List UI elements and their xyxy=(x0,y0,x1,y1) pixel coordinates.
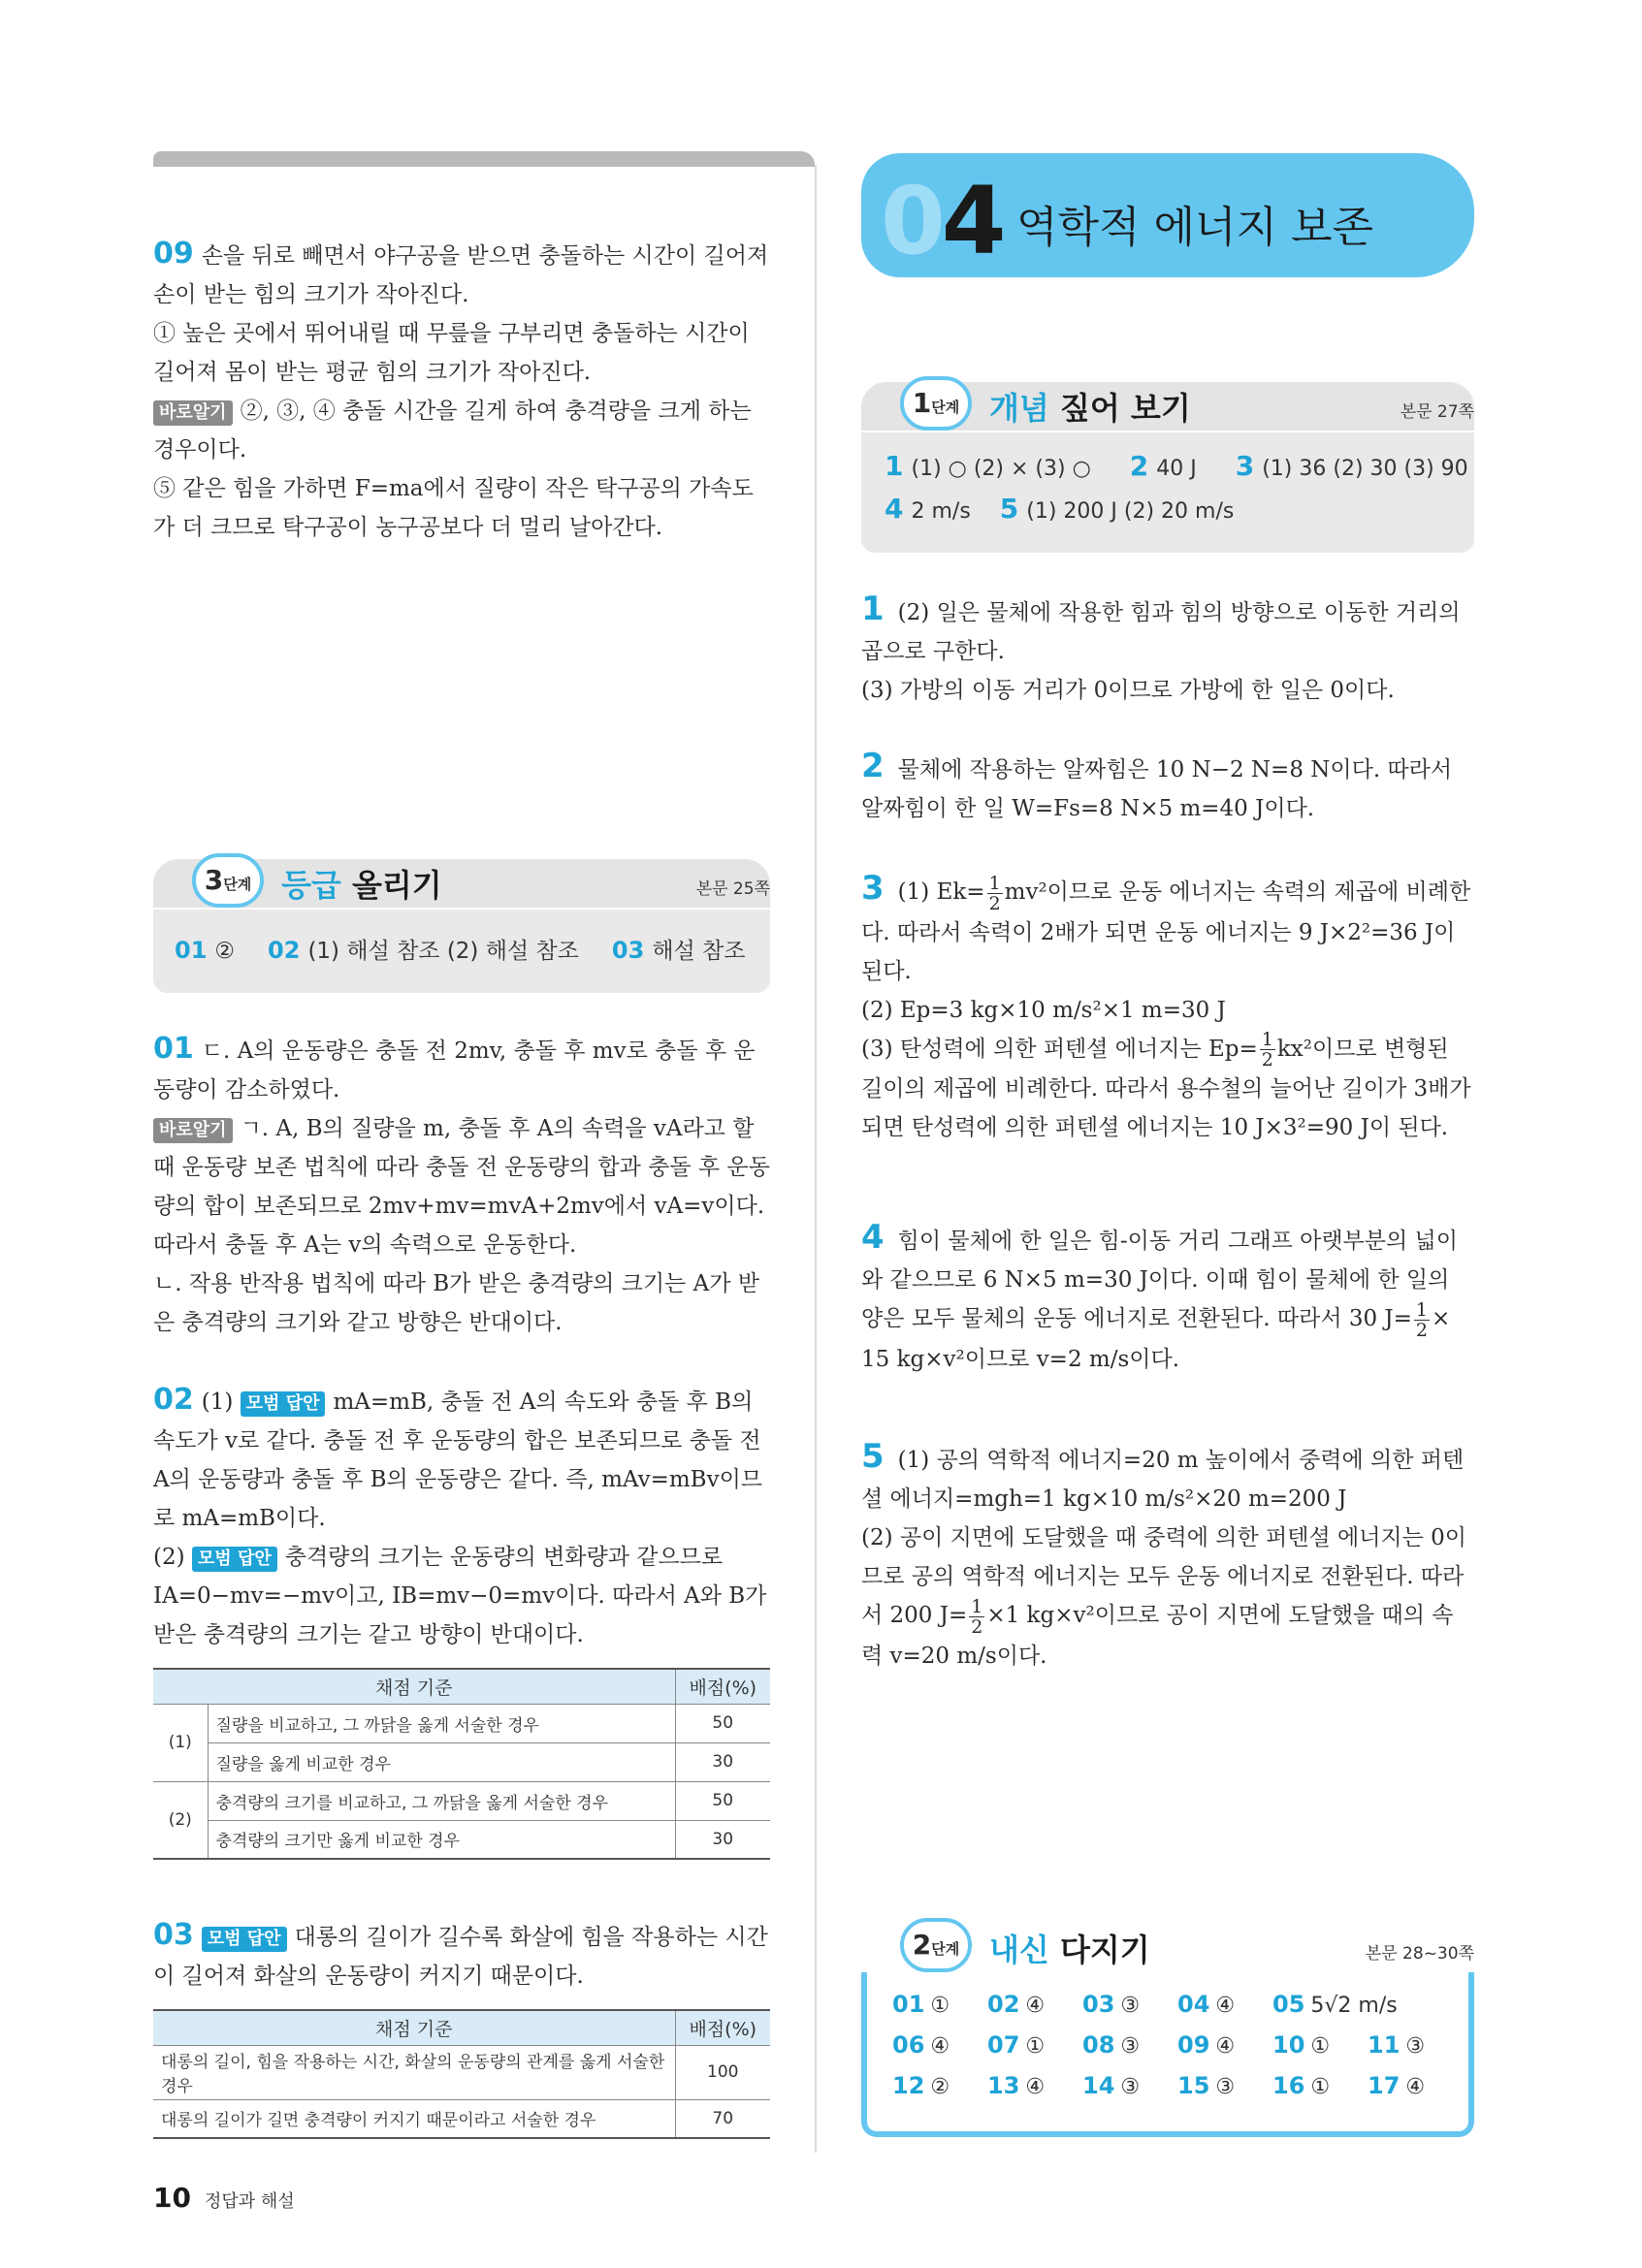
step1-title-bold: 개념 xyxy=(989,390,1049,427)
step1-answer-box xyxy=(861,432,1474,553)
e4-text1a: 힘이 물체에 한 일은 힘-이동 거리 그래프 아랫부분의 넓이와 같으므로 6 N×5 m=30 J이다. 이때 힘이 물체에 한 일의 양은 모두 물체의 운동 에너지로 전환된다. 따라서 30 J= xyxy=(861,1229,1458,1331)
frac-denominator: 2 xyxy=(971,1615,983,1638)
step2-badge-unit: 단계 xyxy=(931,1940,960,1958)
step1-title-rest: 짚어 보기 xyxy=(1048,390,1191,427)
q09-block xyxy=(153,235,770,547)
step3-answer-item xyxy=(612,939,746,964)
e3-para2: (2) Ep=3 kg×10 m/s²×1 m=30 J xyxy=(861,997,1226,1023)
table1-row-text: 질량을 옳게 비교한 경우 xyxy=(208,1742,675,1781)
frac-numerator: 1 xyxy=(1415,1298,1429,1321)
step3-title xyxy=(281,861,442,906)
step2-answer-item xyxy=(1177,2065,1272,2109)
e3-text1a: (1) Ek= xyxy=(897,879,985,905)
q02-para2 xyxy=(153,1538,770,1654)
step2-answer-value: ③ xyxy=(1405,2034,1426,2059)
step1-badge-unit: 단계 xyxy=(931,399,960,416)
q02-part2-label: (2) xyxy=(153,1545,185,1570)
step2-title-rest: 다지기 xyxy=(1048,1932,1150,1968)
step1-answer-item xyxy=(1129,450,1197,482)
step1-answer-item-text: (1) ○ (2) × (3) ○ xyxy=(911,457,1091,481)
step3-answer-item-text: (1) 해설 참조 (2) 해설 참조 xyxy=(307,939,579,964)
step2-badge xyxy=(900,1918,972,1972)
step2-answer-value: ② xyxy=(930,2075,950,2099)
step2-answer-item xyxy=(1082,1984,1177,2028)
q01-text1: ㄷ. A의 운동량은 충돌 전 2mv, 충돌 후 mv로 충돌 후 운동량이 감소하였다. xyxy=(153,1038,756,1102)
step1-answer-item-number: 3 xyxy=(1235,450,1255,482)
step2-answer-grid xyxy=(892,1984,1463,2106)
table1-group-1: (1) xyxy=(153,1704,208,1781)
step2-answer-number: 14 xyxy=(1082,2072,1115,2099)
frac-denominator: 2 xyxy=(988,892,1001,914)
step2-answer-value: ③ xyxy=(1120,1994,1141,2018)
step1-title xyxy=(989,384,1191,429)
e1-para1 xyxy=(861,590,1474,671)
q01-correction-tag: 바로알기 xyxy=(153,1118,233,1143)
scoring-table-q02 xyxy=(153,1668,770,1860)
step2-answer-item xyxy=(892,1984,987,2028)
e3-block xyxy=(861,869,1474,1147)
step2-answer-value: ③ xyxy=(1120,2075,1141,2099)
q02-block xyxy=(153,1381,770,1654)
step2-answer-number: 17 xyxy=(1368,2072,1401,2099)
step3-answer-item-text: 해설 참조 xyxy=(652,939,746,964)
step1-badge xyxy=(900,376,972,431)
q02-model-answer-tag-1: 모범 답안 xyxy=(241,1391,326,1417)
q09-para3 xyxy=(153,392,770,469)
q03-para1 xyxy=(153,1916,770,1996)
step2-answer-item xyxy=(987,1984,1082,2028)
q09-correction-tag: 바로알기 xyxy=(153,400,233,426)
frac-denominator: 2 xyxy=(1261,1049,1273,1070)
step2-answer-number: 13 xyxy=(987,2072,1020,2099)
step2-ref: 본문 28~30쪽 xyxy=(1365,1944,1474,1964)
chapter-number xyxy=(881,167,1003,275)
step3-title-rest: 올리기 xyxy=(340,867,442,904)
step2-answer-number: 15 xyxy=(1177,2072,1210,2099)
step2-answer-value: ④ xyxy=(1025,1994,1046,2018)
step2-title-bold: 내신 xyxy=(989,1932,1049,1968)
q09-para1 xyxy=(153,235,770,314)
q03-text1: 대롱의 길이가 길수록 화살에 힘을 작용하는 시간이 길어져 화살의 운동량이 커지기 때문이다. xyxy=(153,1925,768,1989)
q09-number: 09 xyxy=(153,237,194,271)
step2-answer-box xyxy=(861,1972,1474,2137)
step2-answer-value: ④ xyxy=(1215,2034,1236,2059)
q09-text1: 손을 뒤로 빼면서 야구공을 받으면 충돌하는 시간이 길어져 손이 받는 힘의 크기가 작아진다. xyxy=(153,243,769,307)
q02-number: 02 xyxy=(153,1383,194,1417)
step1-ref: 본문 27쪽 xyxy=(1400,402,1474,422)
frac-numerator: 1 xyxy=(971,1595,983,1617)
e3-para3 xyxy=(861,1030,1474,1148)
step2-header xyxy=(861,1918,1474,1970)
e5-number: 5 xyxy=(861,1437,885,1476)
e1-number: 1 xyxy=(861,590,885,628)
e5-para1 xyxy=(861,1437,1474,1518)
step2-answer-item xyxy=(892,2025,987,2068)
e3-text3b: kx²이므로 변형된 길이의 제곱에 비례한다. 따라서 용수철의 늘어난 길이가 3배가 되면 탄성력에 의한 퍼텐셜 에너지는 10 J×3²=90 J이 된다. xyxy=(861,1036,1471,1140)
step2-answer-item xyxy=(1177,2025,1272,2068)
top-rule xyxy=(153,151,815,167)
e3-fraction-1 xyxy=(987,874,1003,913)
step1-answer-item-number: 2 xyxy=(1129,450,1149,482)
step2-answer-value: ④ xyxy=(1025,2075,1046,2099)
e5-fraction xyxy=(969,1597,984,1637)
step2-answer-value: ③ xyxy=(1215,2075,1236,2099)
q02-part1-label: (1) xyxy=(201,1390,234,1415)
step3-answer-list xyxy=(175,933,779,965)
q02-text2: 충격량의 크기는 운동량의 변화량과 같으므로 IA=0−mv=−mv이고, IB=mv−0=mv이다. 따라서 A와 B가 받은 충격량의 크기는 같고 방향이 반대이다. xyxy=(153,1545,767,1647)
q02-model-answer-tag-2: 모범 답안 xyxy=(192,1547,277,1572)
table2-header-criteria: 채점 기준 xyxy=(153,2010,675,2045)
step2-answer-number: 11 xyxy=(1368,2031,1401,2059)
table2-row-text: 대롱의 길이, 힘을 작용하는 시간, 화살의 운동량의 관계를 옳게 서술한 경우 xyxy=(153,2045,675,2099)
step2-answer-item xyxy=(1177,1984,1272,2028)
table1-row-score: 50 xyxy=(675,1781,770,1820)
step2-answer-item xyxy=(1272,1984,1428,2028)
step2-answer-value: ④ xyxy=(1215,1994,1236,2018)
step2-answer-value: ③ xyxy=(1120,2034,1141,2059)
q02-para1 xyxy=(153,1381,770,1538)
e5-text1: (1) 공의 역학적 에너지=20 m 높이에서 중력에 의한 퍼텐셜 에너지=mgh=1 kg×10 m/s²×20 m=200 J xyxy=(861,1448,1465,1512)
step2-answer-number: 16 xyxy=(1272,2072,1305,2099)
step2-answer-item xyxy=(1082,2065,1177,2109)
step3-badge xyxy=(192,853,264,908)
q01-para3: ㄴ. 작용 반작용 법칙에 따라 B가 받은 충격량의 크기는 A가 받은 충격량의 크기와 같고 방향은 반대이다. xyxy=(153,1271,759,1335)
step1-answer-item xyxy=(885,493,971,525)
step2-title xyxy=(989,1926,1150,1970)
step3-answer-item-number: 02 xyxy=(268,937,301,964)
q01-text2: ㄱ. A, B의 질량을 m, 충돌 후 A의 속력을 vA라고 할 때 운동량 보존 법칙에 따라 충돌 전 운동량의 합과 충돌 후 운동량의 합이 보존되므로 2mv+mv=mvA+2mv에서 vA=v이다. 따라서 충돌 후 A는 v의 속력으로 운동한다. xyxy=(153,1116,770,1258)
step2-answer-value: ④ xyxy=(1405,2075,1426,2099)
step1-answer-line-2 xyxy=(885,493,1263,525)
step3-header xyxy=(153,853,770,906)
chapter-title: 역학적 에너지 보존 xyxy=(1016,203,1374,252)
frac-numerator: 1 xyxy=(988,872,1001,894)
step1-answer-line-1 xyxy=(885,450,1507,482)
step1-answer-item-text: 2 m/s xyxy=(911,499,971,524)
step2-answer-item xyxy=(1368,2065,1463,2109)
step1-answer-item-text: 40 J xyxy=(1156,457,1197,481)
step2-answer-value: ① xyxy=(1025,2034,1046,2059)
step3-answer-item xyxy=(175,939,235,964)
q09-text3: ②, ③, ④ 충돌 시간을 길게 하여 충격량을 크게 하는 경우이다. xyxy=(153,399,752,463)
step2-answer-row xyxy=(892,2065,1463,2106)
step2-badge-num: 2 xyxy=(912,1929,932,1961)
step2-answer-value: ① xyxy=(1310,2075,1331,2099)
e5-block xyxy=(861,1437,1474,1676)
q01-para1 xyxy=(153,1030,770,1109)
step1-answer-item-number: 5 xyxy=(999,493,1019,525)
e2-number: 2 xyxy=(861,747,885,785)
step2-answer-value: ① xyxy=(1310,2034,1331,2059)
step1-badge-num: 1 xyxy=(912,387,932,419)
q01-block xyxy=(153,1030,770,1342)
step2-answer-item xyxy=(987,2065,1082,2109)
page-number: 10 xyxy=(153,2182,191,2214)
chapter-number-light: 0 xyxy=(881,167,942,275)
table1-group-2: (2) xyxy=(153,1781,208,1859)
step3-title-bold: 등급 xyxy=(281,867,341,904)
table1-row-text: 질량을 비교하고, 그 까닭을 옳게 서술한 경우 xyxy=(208,1704,675,1742)
step2-answer-item xyxy=(1272,2025,1368,2068)
step1-answer-item-text: (1) 36 (2) 30 (3) 90 xyxy=(1262,457,1468,481)
q09-para4: ⑤ 같은 힘을 가하면 F=ma에서 질량이 작은 탁구공의 가속도가 더 크므로 탁구공이 농구공보다 더 멀리 날아간다. xyxy=(153,476,754,540)
step2-answer-row xyxy=(892,1984,1463,2025)
e5-text2a: (2) 공이 지면에 도달했을 때 중력에 의한 퍼텐셜 에너지는 0이므로 공의 역학적 에너지는 모두 운동 에너지로 전환된다. 따라서 200 J= xyxy=(861,1525,1467,1628)
step1-answer-item-number: 4 xyxy=(885,493,904,525)
q09-para2: ① 높은 곳에서 뛰어내릴 때 무릎을 구부리면 충돌하는 시간이 길어져 몸이 받는 평균 힘의 크기가 작아진다. xyxy=(153,321,750,385)
e3-text3a: (3) 탄성력에 의한 퍼텐셜 에너지는 Ep= xyxy=(861,1036,1258,1062)
table1-row-score: 50 xyxy=(675,1704,770,1742)
step2-answer-item xyxy=(1272,2065,1368,2109)
table1-row-score: 30 xyxy=(675,1742,770,1781)
step2-answer-row xyxy=(892,2025,1463,2065)
step2-answer-number: 02 xyxy=(987,1991,1020,2018)
e2-text1: 물체에 작용하는 알짜힘은 10 N−2 N=8 N이다. 따라서 알짜힘이 한 일 W=Fs=8 N×5 m=40 J이다. xyxy=(861,757,1453,821)
e3-para1 xyxy=(861,869,1474,991)
e1-text1: (2) 일은 물체에 작용한 힘과 힘의 방향으로 이동한 거리의 곱으로 구한다. xyxy=(861,600,1461,664)
q01-para2 xyxy=(153,1109,770,1264)
footer-label: 정답과 해설 xyxy=(204,2191,295,2212)
step1-answer-item xyxy=(1235,450,1468,482)
e4-block xyxy=(861,1218,1474,1379)
e3-number: 3 xyxy=(861,869,885,908)
e2-block xyxy=(861,747,1474,828)
table1-row-text: 충격량의 크기를 비교하고, 그 까닭을 옳게 서술한 경우 xyxy=(208,1781,675,1820)
step3-badge-unit: 단계 xyxy=(223,876,252,893)
page-footer xyxy=(153,2182,295,2214)
step2-answer-number: 12 xyxy=(892,2072,925,2099)
table1-header-score: 배점(%) xyxy=(675,1669,770,1704)
step2-answer-value: ④ xyxy=(930,2034,950,2059)
step2-answer-number: 10 xyxy=(1272,2031,1305,2059)
e4-para1 xyxy=(861,1218,1474,1379)
step2-answer-number: 03 xyxy=(1082,1991,1115,2018)
e5-para2 xyxy=(861,1518,1474,1676)
e4-fraction xyxy=(1414,1300,1430,1340)
q03-model-answer-tag: 모범 답안 xyxy=(202,1927,287,1952)
e4-number: 4 xyxy=(861,1218,885,1257)
step2-answer-number: 05 xyxy=(1272,1991,1305,2018)
frac-numerator: 1 xyxy=(1261,1029,1273,1050)
e3-text1b: mv²이므로 운동 에너지는 속력의 제곱에 비례한다. 따라서 속력이 2배가 되면 운동 에너지는 9 J×2²=36 J이 된다. xyxy=(861,879,1471,984)
q03-block xyxy=(153,1916,770,1996)
e4-text1b: × 15 kg×v²이므로 v=2 m/s이다. xyxy=(861,1306,1451,1372)
e3-fraction-2 xyxy=(1260,1030,1275,1070)
step3-ref: 본문 25쪽 xyxy=(695,879,770,899)
table1-row-text: 충격량의 크기만 옳게 비교한 경우 xyxy=(208,1820,675,1859)
table2-row-score: 100 xyxy=(675,2045,770,2099)
step1-header xyxy=(861,376,1474,429)
step2-answer-number: 08 xyxy=(1082,2031,1115,2059)
table2-row-score: 70 xyxy=(675,2099,770,2138)
step3-answer-item xyxy=(268,939,579,964)
step2-answer-number: 06 xyxy=(892,2031,925,2059)
step2-answer-number: 01 xyxy=(892,1991,925,2018)
step2-answer-number: 07 xyxy=(987,2031,1020,2059)
step2-answer-number: 04 xyxy=(1177,1991,1210,2018)
table2-row-text: 대롱의 길이가 길면 충격량이 커지기 때문이라고 서술한 경우 xyxy=(153,2099,675,2138)
step2-answer-item xyxy=(1368,2025,1463,2068)
e2-para1 xyxy=(861,747,1474,828)
step2-answer-item xyxy=(1082,2025,1177,2068)
step1-answer-item-text: (1) 200 J (2) 20 m/s xyxy=(1026,499,1235,524)
step3-answer-item-text: ② xyxy=(214,939,236,964)
step1-answer-item xyxy=(999,493,1235,525)
step3-badge-num: 3 xyxy=(204,864,224,896)
table2-header-score: 배점(%) xyxy=(675,2010,770,2045)
column-divider xyxy=(815,165,817,2153)
table1-header-criteria: 채점 기준 xyxy=(153,1669,675,1704)
step2-answer-item xyxy=(892,2065,987,2109)
q03-number: 03 xyxy=(153,1918,194,1952)
step2-answer-item xyxy=(987,2025,1082,2068)
e1-para2: (3) 가방의 이동 거리가 0이므로 가방에 한 일은 0이다. xyxy=(861,678,1395,703)
step2-answer-value: 5√2 m/s xyxy=(1310,1994,1398,2018)
step3-answer-item-number: 03 xyxy=(611,937,645,964)
chapter-number-dark: 4 xyxy=(941,167,1003,275)
e1-block xyxy=(861,590,1474,710)
q02-text1: mA=mB, 충돌 전 A의 속도와 충돌 후 B의 속도가 v로 같다. 충돌 전 후 운동량의 합은 보존되므로 충돌 전 A의 운동량과 충돌 후 B의 운동량은 같다. 즉, mAv=mBv이므로 mA=mB이다. xyxy=(153,1390,763,1531)
step2-answer-number: 09 xyxy=(1177,2031,1210,2059)
frac-denominator: 2 xyxy=(1415,1319,1429,1341)
scoring-table-q03 xyxy=(153,2009,770,2139)
step2-answer-value: ① xyxy=(930,1994,950,2018)
step3-answer-item-number: 01 xyxy=(175,937,208,964)
step1-answer-item xyxy=(885,450,1091,482)
table1-row-score: 30 xyxy=(675,1820,770,1859)
e5-text2b: ×1 kg×v²이므로 공이 지면에 도달했을 때의 속력 v=20 m/s이다. xyxy=(861,1603,1454,1669)
chapter-banner xyxy=(861,153,1474,277)
step3-answer-box xyxy=(153,910,770,993)
q01-number: 01 xyxy=(153,1032,194,1066)
step1-answer-item-number: 1 xyxy=(885,450,904,482)
